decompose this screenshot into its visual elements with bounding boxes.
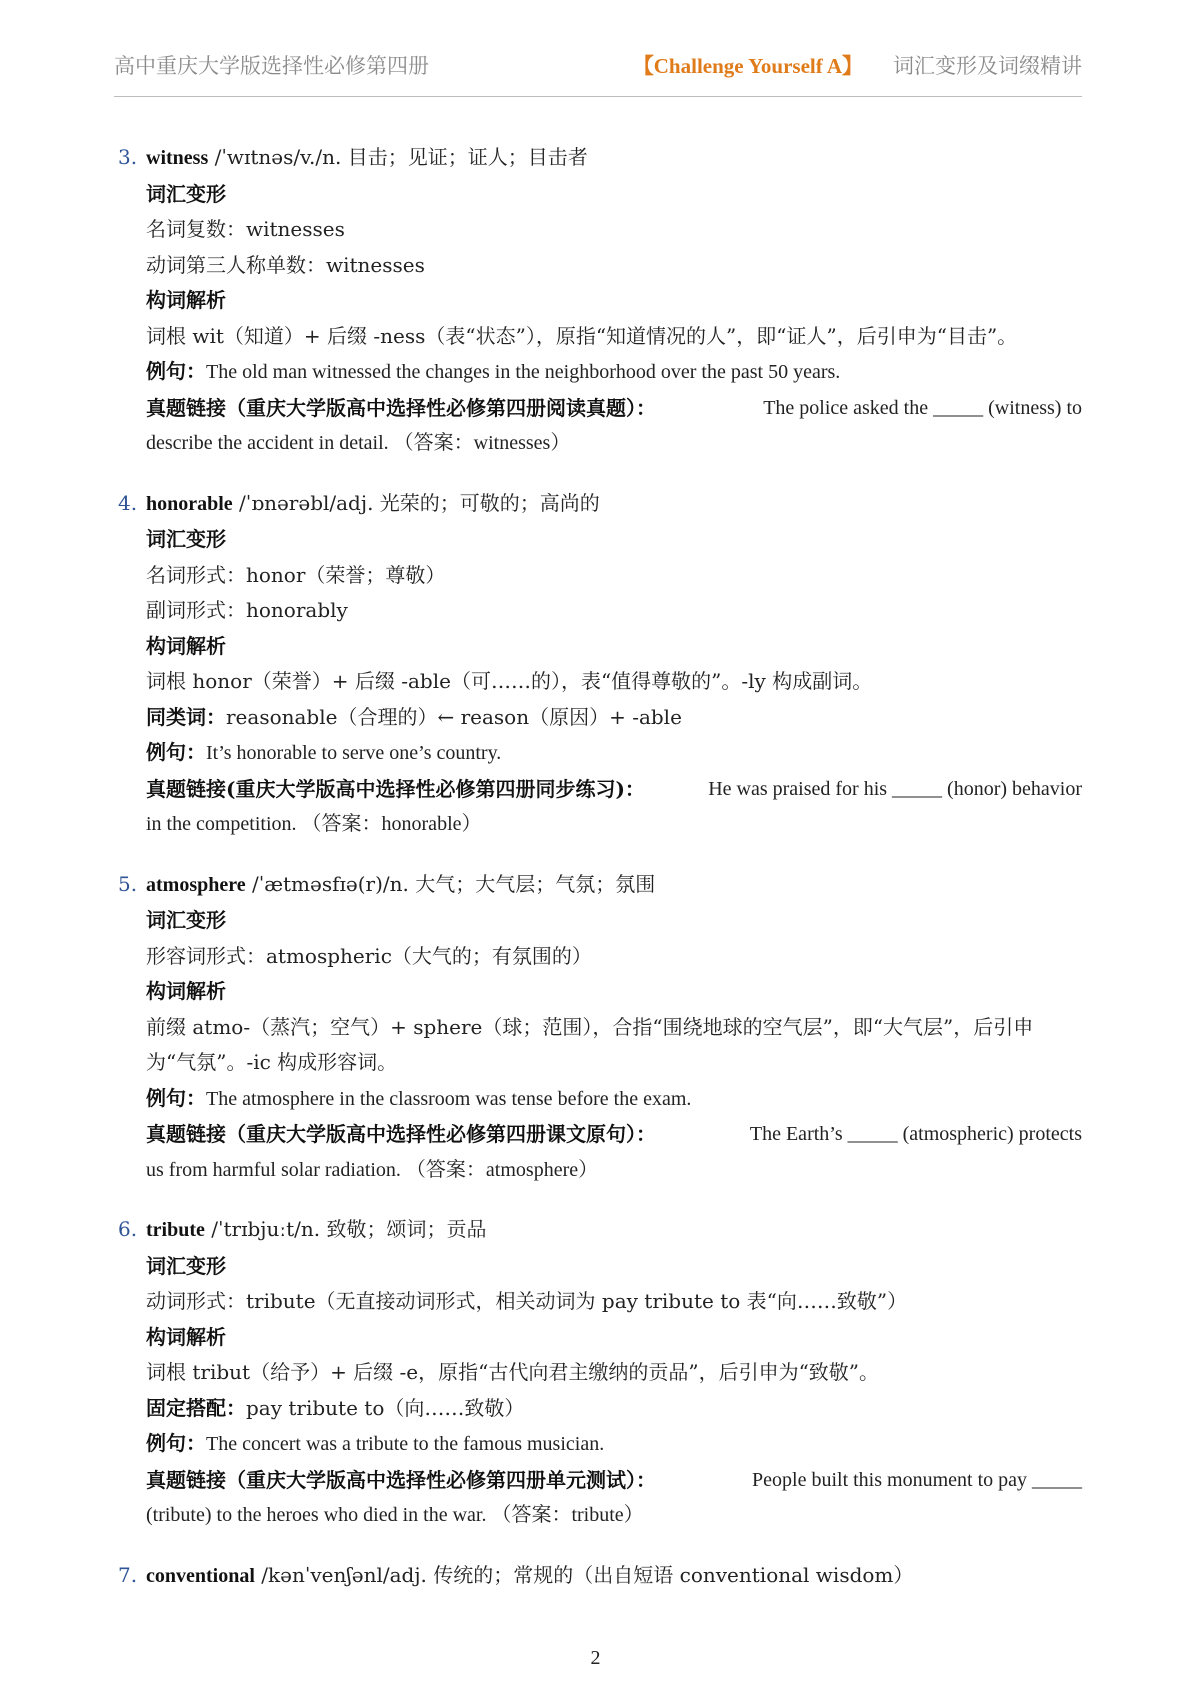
entry-headline	[118, 1212, 1082, 1249]
fixed-phrase: pay tribute to（向……致敬）	[246, 1395, 525, 1420]
exam-link-question: He was praised for his _____ (honor) behavior	[708, 777, 1082, 800]
entry-number: 4.	[118, 490, 138, 515]
exam-link-label: 真题链接(重庆大学版高中选择性必修第四册同步练习)：	[146, 776, 645, 801]
word-form: 形容词形式：atmospheric（大气的；有氛围的）	[146, 943, 592, 968]
vocab-entry	[118, 486, 1082, 843]
entry-definition: /ˈætməsfɪə(r)/n. 大气；大气层；气氛；氛围	[245, 871, 656, 896]
example-line	[118, 1426, 1082, 1463]
section-heading-forms: 词汇变形	[146, 908, 226, 932]
example-sentence: The concert was a tribute to the famous musician.	[206, 1433, 605, 1455]
page-number: 2	[590, 1647, 601, 1669]
similar-words-label: 同类词：	[146, 704, 226, 729]
entry-definition: /ˈtrɪbjuːt/n. 致敬；颂词；贡品	[204, 1217, 487, 1241]
vocab-entry	[118, 140, 1082, 462]
section-heading-forms: 词汇变形	[146, 1253, 226, 1278]
header-section-title: 词汇变形及词缀精讲	[893, 54, 1082, 78]
entry-definition: /kənˈvenʃənl/adj. 传统的；常规的（出自短语 conventional wisdom）	[254, 1562, 914, 1587]
exam-link-continuation: us from harmful solar radiation. （答案：atmosphere）	[146, 1158, 599, 1181]
word-analysis: 词根 tribut（给予）+ 后缀 -e，原指“古代向君主缴纳的贡品”，后引申为“致敬”。	[146, 1360, 880, 1384]
exam-link-continuation: (tribute) to the heroes who died in the war. （答案：tribute）	[146, 1504, 644, 1526]
fixed-phrase-label: 固定搭配：	[146, 1395, 246, 1420]
entry-headline	[118, 486, 1082, 523]
section-heading-analysis: 构词解析	[146, 1324, 226, 1349]
word-analysis: 前缀 atmo-（蒸汽；空气）+ sphere（球；范围），合指“围绕地球的空气层”，即“大气层”，后引申	[146, 1014, 1034, 1039]
entry-word: conventional	[146, 1564, 255, 1587]
section-heading-analysis: 构词解析	[146, 979, 226, 1003]
example-sentence: The atmosphere in the classroom was tense before the exam.	[206, 1087, 692, 1110]
entry-word: honorable	[146, 492, 233, 515]
example-label: 例句：	[146, 1085, 206, 1110]
entry-definition: /ˈwɪtnəs/v./n. 目击；见证；证人；目击者	[208, 145, 588, 169]
exam-link-continuation: describe the accident in detail. （答案：witnesses）	[146, 432, 571, 454]
word-form: 名词形式：honor（荣誉；尊敬）	[146, 562, 446, 587]
word-form: 动词第三人称单数：witnesses	[146, 252, 425, 277]
exam-link-line	[118, 1463, 1082, 1499]
exam-link-continuation: in the competition. （答案：honorable）	[146, 813, 482, 835]
example-sentence: It’s honorable to serve one’s country.	[206, 742, 502, 764]
header-book-title: 高中重庆大学版选择性必修第四册	[114, 54, 429, 78]
section-heading-analysis: 构词解析	[146, 288, 226, 312]
word-form: 名词复数：witnesses	[146, 217, 345, 241]
vocab-entry	[118, 1212, 1082, 1534]
entry-number: 7.	[118, 1562, 138, 1587]
header-badge: 【Challenge Yourself A】	[632, 54, 863, 78]
exam-link-question: People built this monument to pay _____	[752, 1468, 1082, 1491]
entry-number: 5.	[118, 871, 138, 896]
similar-words-line	[118, 700, 1082, 736]
exam-link-label: 真题链接（重庆大学版高中选择性必修第四册课文原句）：	[146, 1122, 656, 1146]
example-line	[118, 1081, 1082, 1118]
exam-link-question: The police asked the _____ (witness) to	[763, 396, 1082, 419]
entry-headline	[118, 140, 1082, 177]
entry-definition: /ˈɒnərəbl/adj. 光荣的；可敬的；高尚的	[232, 490, 600, 515]
example-label: 例句：	[146, 740, 206, 764]
header-right	[633, 50, 1082, 80]
entry-number: 3.	[118, 145, 138, 169]
exam-link-line	[118, 772, 1082, 808]
entry-word: witness	[146, 147, 209, 169]
word-analysis: 词根 honor（荣誉）+ 后缀 -able（可……的），表“值得尊敬的”。-ly 构成副词。	[146, 669, 873, 693]
example-label: 例句：	[146, 359, 206, 383]
exam-link-label: 真题链接（重庆大学版高中选择性必修第四册阅读真题）：	[146, 395, 656, 420]
entry-headline	[118, 1558, 1082, 1595]
example-line	[118, 735, 1082, 772]
word-form: 动词形式：tribute（无直接动词形式，相关动词为 pay tribute to 表“向……致敬”）	[146, 1289, 908, 1313]
vocab-entry	[118, 867, 1082, 1189]
exam-link-line	[118, 1117, 1082, 1153]
similar-words: reasonable（合理的）← reason（原因）+ -able	[226, 704, 682, 729]
exam-link-question: The Earth’s _____ (atmospheric) protects	[749, 1123, 1082, 1145]
example-sentence: The old man witnessed the changes in the neighborhood over the past 50 years.	[206, 361, 841, 383]
word-analysis-continuation: 为“气氛”。-ic 构成形容词。	[146, 1050, 398, 1074]
page-content	[118, 140, 1082, 1618]
section-heading-analysis: 构词解析	[146, 633, 226, 658]
word-analysis: 词根 wit（知道）+ 后缀 -ness（表“状态”），原指“知道情况的人”，即“证人”，后引申为“目击”。	[146, 323, 1018, 348]
section-heading-forms: 词汇变形	[146, 181, 226, 206]
example-line	[118, 354, 1082, 391]
section-heading-forms: 词汇变形	[146, 527, 226, 551]
entry-headline	[118, 867, 1082, 904]
exam-link-label: 真题链接（重庆大学版高中选择性必修第四册单元测试）：	[146, 1467, 656, 1492]
entry-word: atmosphere	[146, 873, 246, 896]
entry-number: 6.	[118, 1217, 138, 1241]
fixed-phrase-line	[118, 1391, 1082, 1427]
example-label: 例句：	[146, 1431, 206, 1455]
word-form: 副词形式：honorably	[146, 598, 348, 622]
exam-link-line	[118, 391, 1082, 427]
page-header	[114, 44, 1082, 97]
entry-word: tribute	[146, 1219, 205, 1241]
vocab-entry	[118, 1558, 1082, 1595]
